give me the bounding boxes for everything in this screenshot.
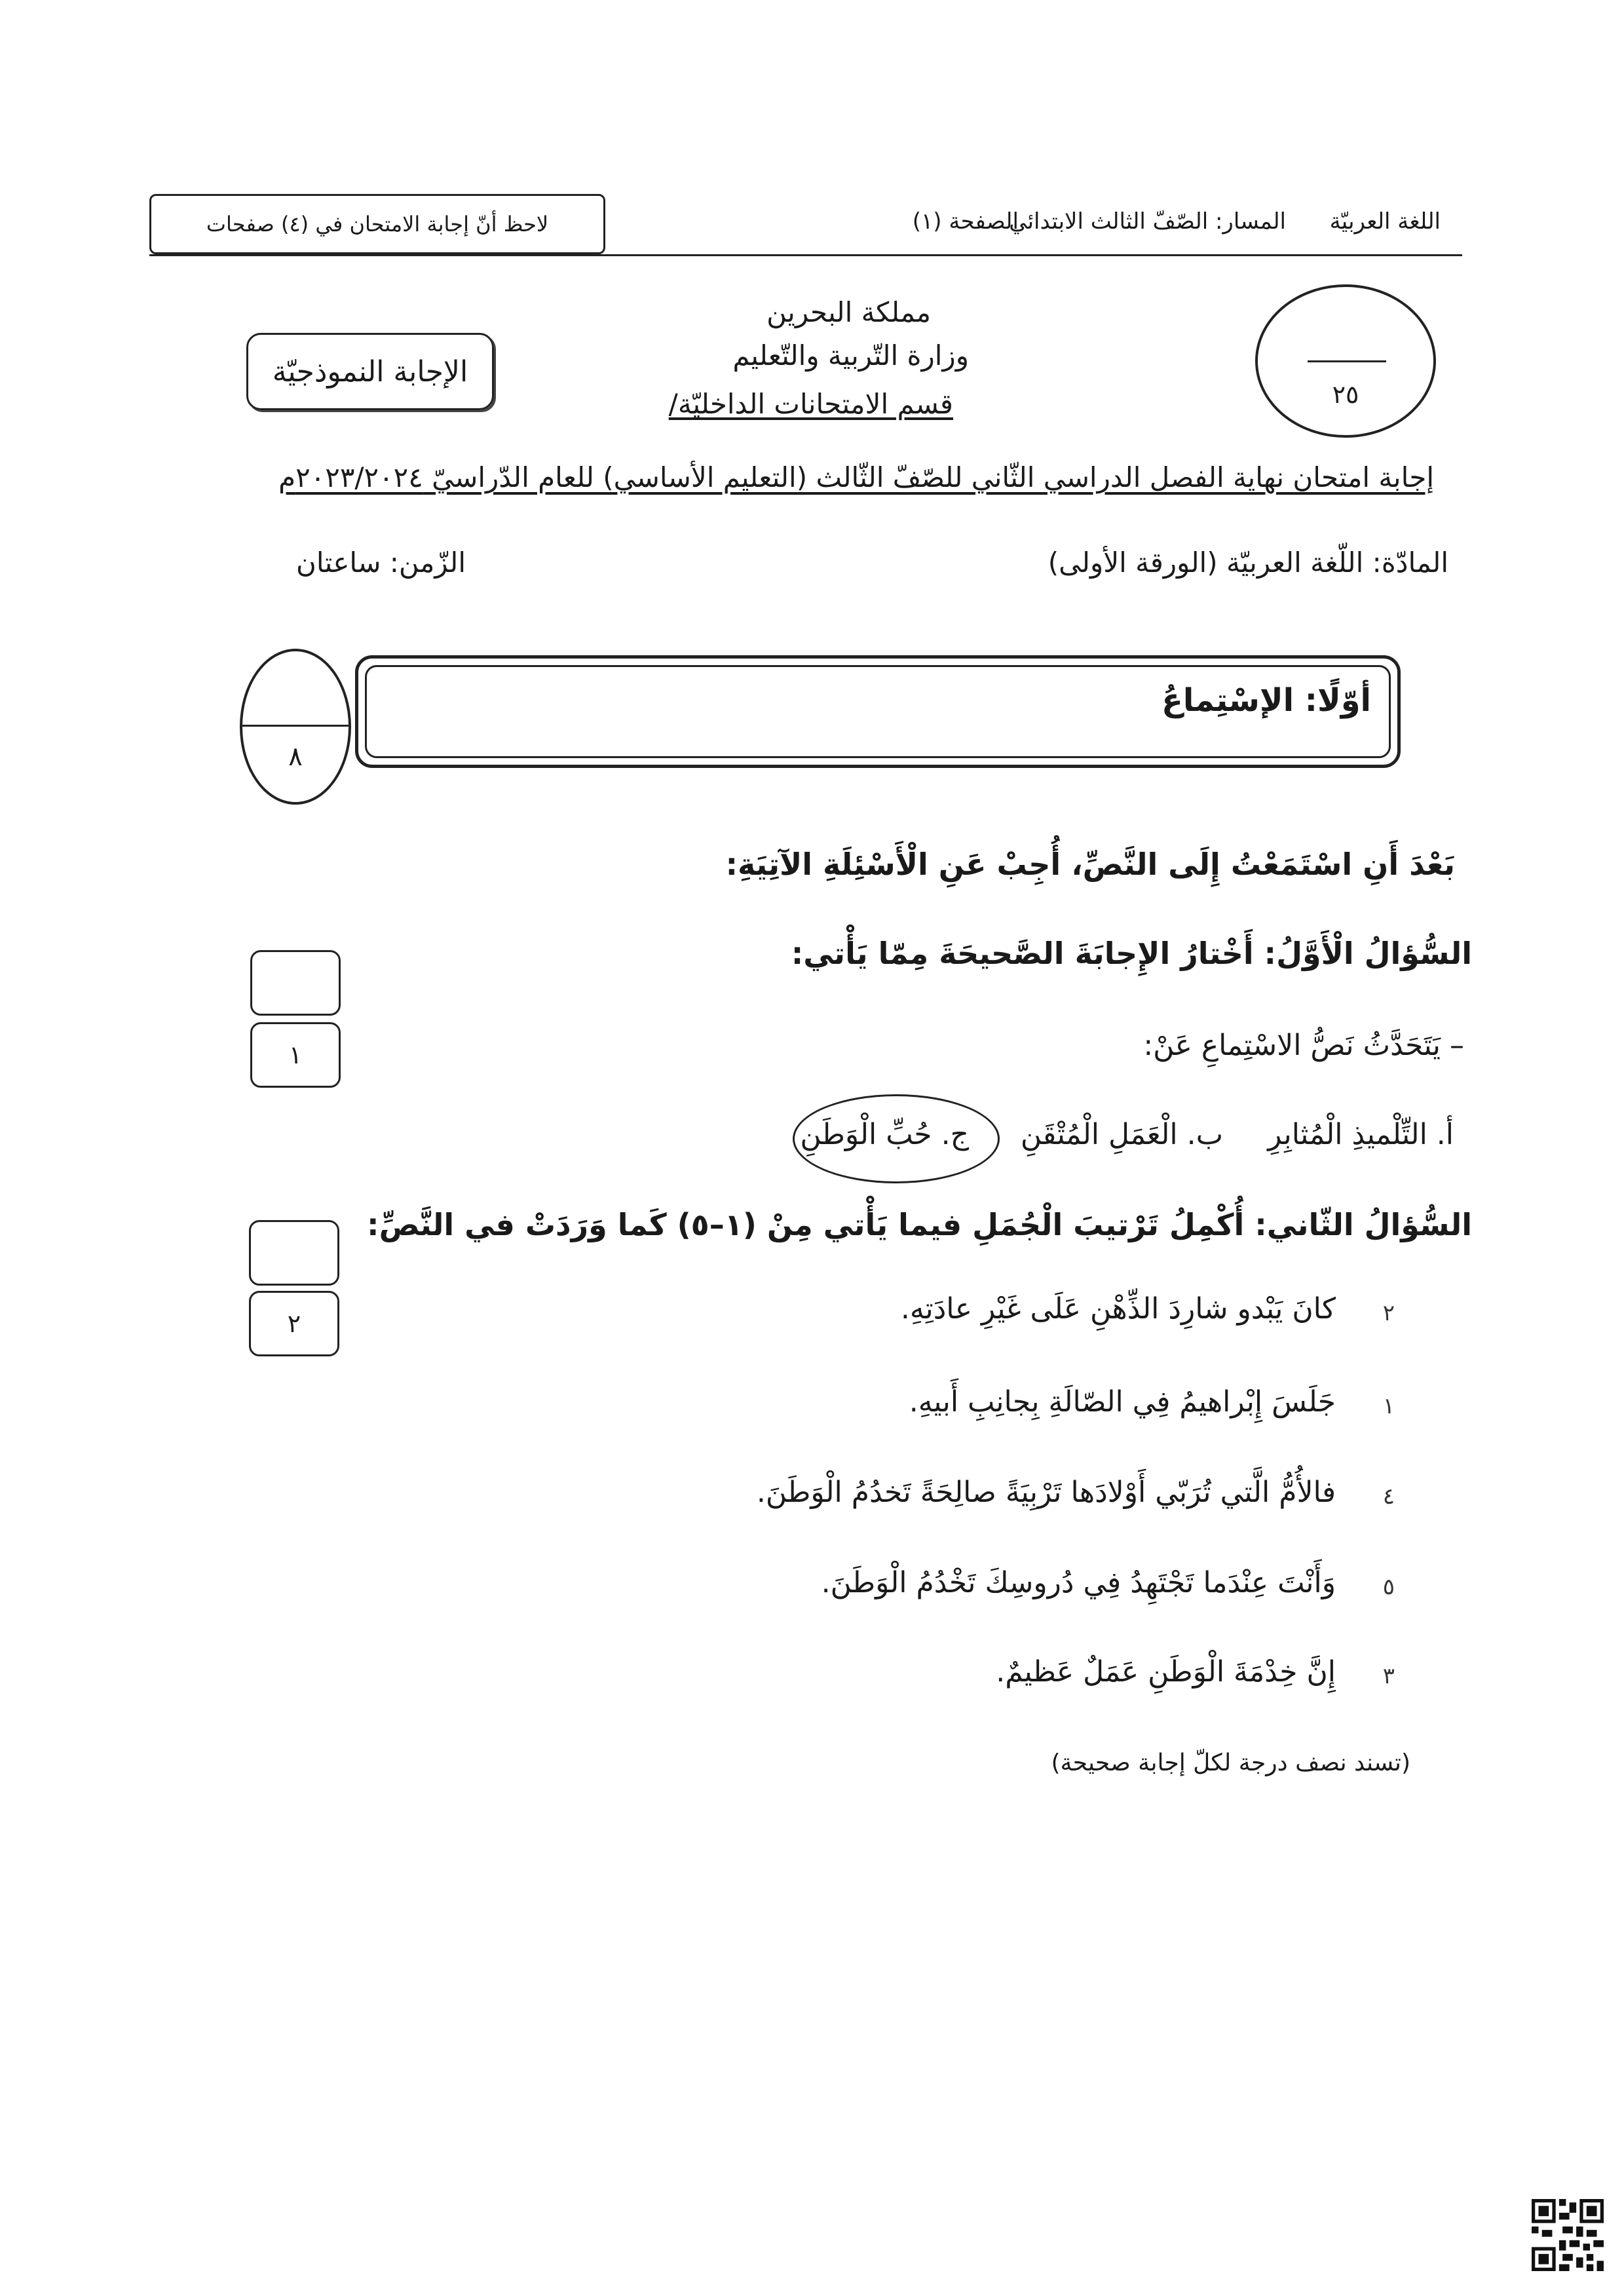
section-header-box — [355, 655, 1401, 768]
q2-item-text: جَلَسَ إِبْراهيمُ فِي الصّالَةِ بِجانِبِ أَبيهِ. — [909, 1385, 1336, 1419]
q2-item-number: ٥ — [1382, 1574, 1395, 1600]
grading-note: (تسند نصف درجة لكلّ إجابة صحيحة) — [1051, 1750, 1410, 1776]
ministry-name: وزارة التّربية والتّعليم — [732, 339, 969, 372]
kingdom-name: مملكة البحرين — [766, 296, 931, 328]
section-score-line — [242, 725, 349, 727]
section-title: أوّلًا: الإسْتِماعُ — [1161, 682, 1371, 719]
model-answer-box — [246, 333, 494, 410]
q1-mark: ١ — [288, 1041, 303, 1069]
q1-option-c: ج. حُبِّ الْوَطَنِ — [800, 1118, 969, 1151]
subject-line: المادّة: اللّغة العربيّة (الورقة الأولى) — [1048, 546, 1448, 579]
q2-item-text: كانَ يَبْدو شارِدَ الذِّهْنِ عَلَى غَيْرِ عادَتِهِ. — [900, 1292, 1336, 1326]
q1-correct-answer-circle — [793, 1094, 1000, 1183]
q1-prompt: – يَتَحَدَّثُ نَصُّ الاسْتِماعِ عَنْ: — [1143, 1029, 1464, 1062]
pages-note-box — [149, 194, 605, 254]
q2-title: السُّؤالُ الثّاني: أُكْمِلُ تَرْتيبَ الْجُمَلِ فيما يَأْتي مِنْ (١–٥) كَما وَرَدَتْ في النَّصِّ: — [367, 1207, 1472, 1242]
q2-item-text: فالأُمُّ الَّتي تُرَبّي أَوْلادَها تَرْبِيَةً صالِحَةً تَخدُمُ الْوَطَنَ. — [756, 1476, 1336, 1509]
q2-item-number: ٤ — [1382, 1483, 1395, 1510]
q2-mark: ٢ — [287, 1309, 301, 1338]
q1-mark-box-empty — [250, 950, 341, 1016]
instructions: بَعْدَ أَنِ اسْتَمَعْتُ إِلَى النَّصِّ، أُجِبْ عَنِ الْأَسْئِلَةِ الآتِيَةِ: — [725, 847, 1455, 882]
score-blank-line — [1308, 360, 1386, 362]
total-score: ٢٥ — [1332, 380, 1359, 409]
qr-code-icon — [1532, 2199, 1604, 2271]
q1-mark-box — [250, 1022, 341, 1088]
pages-note: لاحظ أنّ إجابة الامتحان في (٤) صفحات — [206, 212, 549, 237]
q2-item-number: ٢ — [1382, 1300, 1395, 1326]
q1-option-a: أ. التِّلْميذِ الْمُثابِرِ — [1268, 1118, 1454, 1151]
total-score-circle — [1255, 284, 1436, 438]
q1-option-b: ب. الْعَمَلِ الْمُتْقَنِ — [1020, 1118, 1223, 1151]
q2-mark-box-empty — [249, 1220, 339, 1286]
header-divider — [149, 254, 1462, 256]
time-line: الزّمن: ساعتان — [296, 546, 466, 579]
q2-item-number: ٣ — [1382, 1663, 1395, 1689]
model-answer-label: الإجابة النموذجيّة — [272, 354, 468, 389]
header-track: المسار: الصّفّ الثالث الابتدائي — [1009, 208, 1286, 235]
q2-item-text: وَأَنْتَ عِنْدَما تَجْتَهِدُ فِي دُروسِكَ تَخْدُمُ الْوَطَنَ. — [821, 1566, 1336, 1599]
section-score-oval — [240, 649, 351, 805]
section-score: ٨ — [288, 742, 303, 772]
department-name: قسم الامتحانات الداخليّة/ — [668, 388, 953, 420]
header-page: الصفحة (١) — [912, 208, 1019, 235]
header-subject: اللغة العربيّة — [1329, 208, 1441, 235]
q1-title: السُّؤالُ الْأَوَّلُ: أَخْتارُ الإِجابَةَ الصَّحيحَةَ مِمّا يَأْتي: — [791, 936, 1472, 971]
exam-title: إجابة امتحان نهاية الفصل الدراسي الثّاني للصّفّ الثّالث (التعليم الأساسي) للعام الدّراسيّ ٢٠٢٣/٢٠٢٤م — [278, 461, 1434, 493]
q2-mark-box — [249, 1291, 339, 1356]
q2-item-text: إِنَّ خِدْمَةَ الْوَطَنِ عَمَلٌ عَظيمٌ. — [996, 1655, 1336, 1689]
q2-item-number: ١ — [1382, 1393, 1395, 1419]
